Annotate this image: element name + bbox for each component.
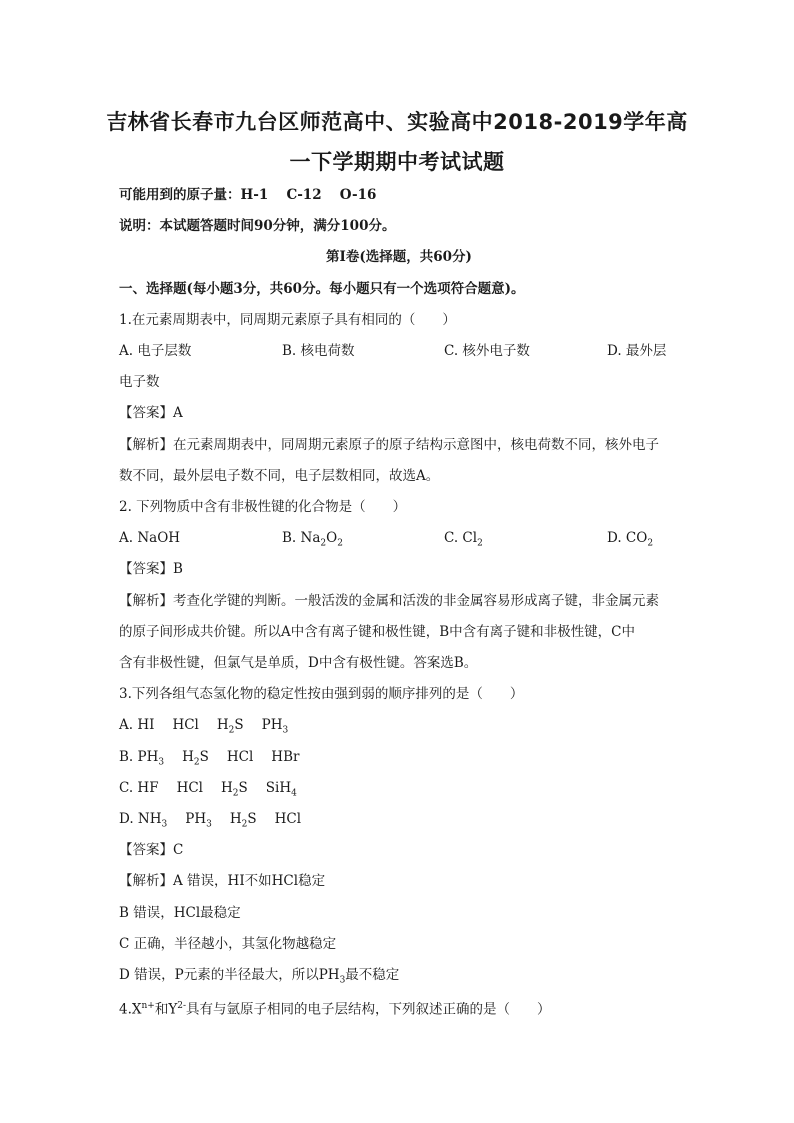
q1-option-d-continued: 电子数 bbox=[119, 374, 160, 390]
exam-note: 说明：本试题答题时间90分钟，满分100分。 bbox=[119, 218, 396, 234]
section-title: 第Ⅰ卷(选择题，共60分) bbox=[326, 249, 472, 265]
q1-analysis-1: 【解析】在元素周期表中，同周期元素原子的原子结构示意图中，核电荷数不同，核外电子 bbox=[119, 437, 659, 453]
section-intro: 一、选择题(每小题3分，共60分。每小题只有一个选项符合题意)。 bbox=[119, 281, 525, 297]
q1-option-a: A. 电子层数 bbox=[119, 343, 192, 359]
q3-analysis-c: C 正确，半径越小，其氢化物越稳定 bbox=[119, 936, 337, 952]
q3-stem: 3.下列各组气态氢化物的稳定性按由强到弱的顺序排列的是（ ） bbox=[119, 686, 524, 702]
q3-analysis-b: B 错误，HCl最稳定 bbox=[119, 905, 241, 921]
q1-stem: 1.在元素周期表中，同周期元素原子具有相同的（ ） bbox=[119, 312, 456, 328]
q3-option-d: D. $NH_3$ $PH_3$ $H_2S$ HCl bbox=[119, 811, 302, 830]
atomic-mass-line: 可能用到的原子量：H-1 C-12 O-16 bbox=[119, 187, 377, 203]
q1-analysis-2: 数不同，最外层电子数不同，电子层数相同，故选A。 bbox=[119, 468, 440, 484]
doc-title-line-2: 一下学期期中考试试题 bbox=[289, 150, 505, 174]
q2-option-a: A. NaOH bbox=[119, 530, 181, 546]
doc-title-line-1: 吉林省长春市九台区师范高中、实验高中2018-2019学年高 bbox=[106, 110, 688, 134]
q3-option-c: C. HF HCl $H_2S$ SiH$_4$ bbox=[119, 780, 297, 799]
q3-answer: 【答案】C bbox=[119, 842, 184, 858]
q1-option-d: D. 最外层 bbox=[607, 343, 667, 359]
q3-option-a: A. HI HCl $H_2S$ $PH_3$ bbox=[119, 717, 289, 736]
q3-analysis-a: 【解析】A 错误，HI不如HCl稳定 bbox=[119, 873, 326, 889]
q2-option-c: C. $Cl_2$ bbox=[444, 530, 483, 549]
q1-option-c: C. 核外电子数 bbox=[444, 343, 530, 359]
q2-option-d: D. $CO_2$ bbox=[607, 530, 654, 549]
q2-analysis-2: 的原子间形成共价键。所以A中含有离子键和极性键，B中含有离子键和非极性键，C中 bbox=[119, 624, 635, 640]
q3-analysis-d: D 错误，P元素的半径最大，所以$PH_3$最不稳定 bbox=[119, 967, 400, 986]
q2-analysis-1: 【解析】考查化学键的判断。一般活泼的金属和活泼的非金属容易形成离子键，非金属元素 bbox=[119, 593, 659, 609]
q3-option-b: B. $PH_3$ $H_2S$ HCl HBr bbox=[119, 749, 300, 768]
q2-answer: 【答案】B bbox=[119, 561, 183, 577]
q2-analysis-3: 含有非极性键，但氯气是单质，D中含有极性键。答案选B。 bbox=[119, 655, 478, 671]
q1-option-b: B. 核电荷数 bbox=[282, 343, 355, 359]
q2-stem: 2. 下列物质中含有非极性键的化合物是（ ） bbox=[119, 499, 407, 515]
q4-stem: $4.X^{n+}$和$Y^{2-}$具有与氩原子相同的电子层结构，下列叙述正确的是（ ） bbox=[119, 1001, 551, 1018]
q1-answer: 【答案】A bbox=[119, 405, 183, 421]
q2-option-b: B. $Na_2O_2$ bbox=[282, 530, 343, 549]
